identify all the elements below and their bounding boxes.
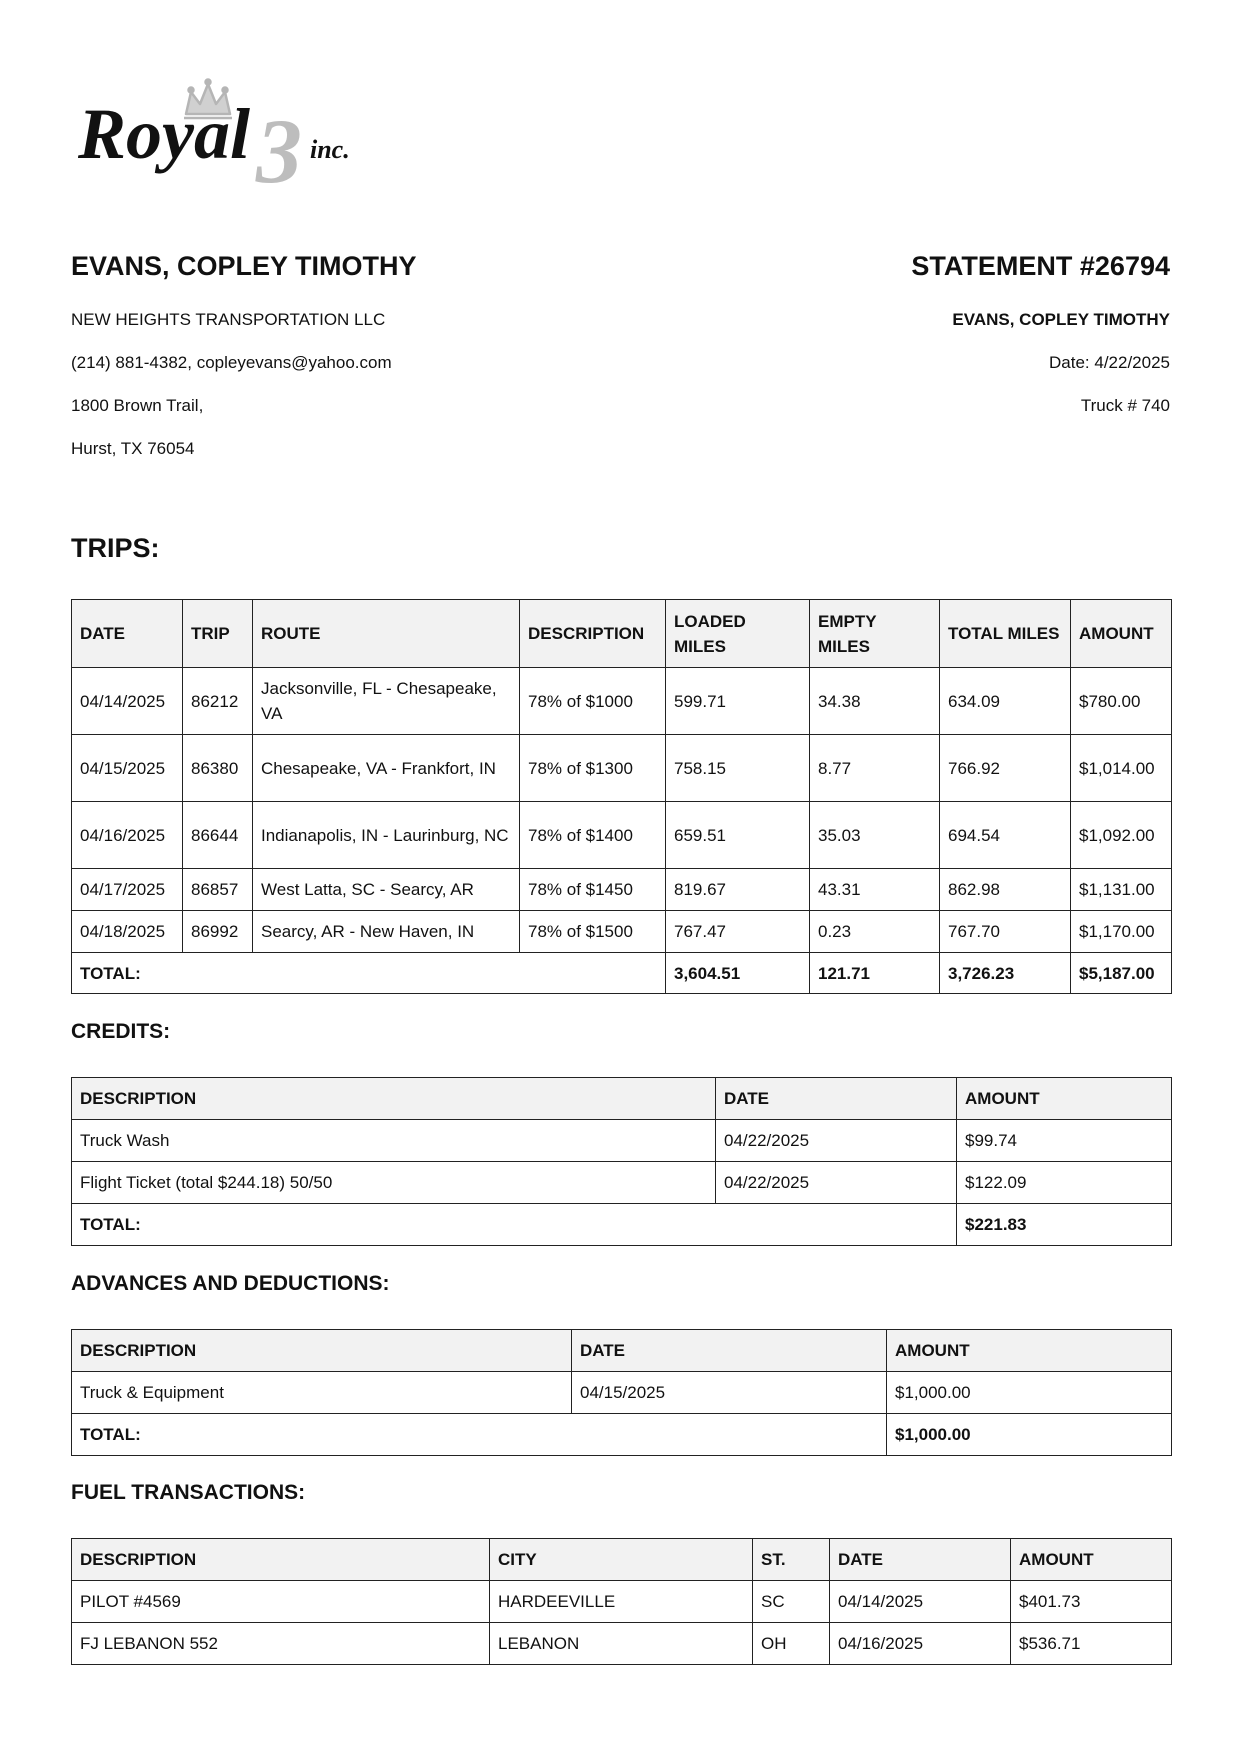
column-header-amount: AMOUNT — [957, 1078, 1172, 1120]
trips-table — [71, 599, 1172, 994]
statement-truck: Truck # 740 — [1080, 396, 1170, 415]
total-amount: $5,187.00 — [1071, 953, 1172, 994]
advances-table — [71, 1329, 1172, 1456]
table-row — [72, 911, 1172, 953]
trip-total-miles: 766.92 — [940, 735, 1071, 802]
credit-amount: $122.09 — [957, 1162, 1172, 1204]
advance-description: Truck & Equipment — [72, 1372, 572, 1414]
advance-amount: $1,000.00 — [887, 1372, 1172, 1414]
trip-loaded-miles: 758.15 — [666, 735, 810, 802]
table-row — [72, 1372, 1172, 1414]
trip-total-miles: 767.70 — [940, 911, 1071, 953]
logo-graphic — [78, 78, 388, 188]
trip-route: Jacksonville, FL - Chesapeake, VA — [253, 668, 520, 735]
trip-empty-miles: 34.38 — [810, 668, 940, 735]
trip-date: 04/14/2025 — [72, 668, 183, 735]
trip-description: 78% of $1000 — [520, 668, 666, 735]
statement-date: Date: 4/22/2025 — [1049, 353, 1170, 372]
total-label: TOTAL: — [72, 953, 666, 994]
fuel-description: PILOT #4569 — [72, 1581, 490, 1623]
trip-amount: $1,170.00 — [1071, 911, 1172, 953]
total-label: TOTAL: — [72, 1414, 887, 1456]
table-row — [72, 735, 1172, 802]
trip-loaded-miles: 599.71 — [666, 668, 810, 735]
trip-loaded-miles: 819.67 — [666, 869, 810, 911]
column-header-date: DATE — [72, 600, 183, 668]
trip-number: 86380 — [183, 735, 253, 802]
table-row — [72, 869, 1172, 911]
total-empty-miles: 121.71 — [810, 953, 940, 994]
trip-description: 78% of $1450 — [520, 869, 666, 911]
total-label: TOTAL: — [72, 1204, 957, 1246]
credit-date: 04/22/2025 — [716, 1162, 957, 1204]
total-amount: $1,000.00 — [887, 1414, 1172, 1456]
fuel-city: HARDEEVILLE — [490, 1581, 753, 1623]
company-logo — [78, 78, 388, 188]
trip-route: Chesapeake, VA - Frankfort, IN — [253, 735, 520, 802]
column-header-amount: AMOUNT — [1071, 600, 1172, 668]
trip-number: 86857 — [183, 869, 253, 911]
credits-total-row — [72, 1204, 1172, 1246]
driver-contact: (214) 881-4382, copleyevans@yahoo.com — [71, 353, 392, 372]
statement-name: EVANS, COPLEY TIMOTHY — [952, 310, 1170, 329]
fuel-description: FJ LEBANON 552 — [72, 1623, 490, 1665]
column-header-date: DATE — [830, 1539, 1011, 1581]
logo-numeral: 3 — [256, 100, 302, 188]
column-header-description: DESCRIPTION — [72, 1078, 716, 1120]
credits-table — [71, 1077, 1172, 1246]
trip-number: 86212 — [183, 668, 253, 735]
column-header-date: DATE — [572, 1330, 887, 1372]
trip-route: West Latta, SC - Searcy, AR — [253, 869, 520, 911]
table-row — [72, 1623, 1172, 1665]
advances-total-row — [72, 1414, 1172, 1456]
logo-wordmark: Royal — [78, 94, 250, 174]
trip-loaded-miles: 767.47 — [666, 911, 810, 953]
trip-empty-miles: 43.31 — [810, 869, 940, 911]
trip-number: 86644 — [183, 802, 253, 869]
trip-amount: $1,131.00 — [1071, 869, 1172, 911]
table-row — [72, 1162, 1172, 1204]
column-header-amount: AMOUNT — [887, 1330, 1172, 1372]
credits-heading: CREDITS: — [71, 1020, 171, 1043]
advances-heading: ADVANCES AND DEDUCTIONS: — [71, 1272, 390, 1295]
trip-empty-miles: 35.03 — [810, 802, 940, 869]
credit-description: Truck Wash — [72, 1120, 716, 1162]
trip-amount: $1,092.00 — [1071, 802, 1172, 869]
trip-empty-miles: 0.23 — [810, 911, 940, 953]
column-header-loaded-miles: LOADED MILES — [666, 600, 810, 668]
table-row — [72, 1581, 1172, 1623]
table-header-row — [72, 1330, 1172, 1372]
logo-suffix: inc. — [310, 135, 350, 164]
advance-date: 04/15/2025 — [572, 1372, 887, 1414]
table-row — [72, 1120, 1172, 1162]
fuel-state: SC — [753, 1581, 830, 1623]
table-header-row — [72, 600, 1172, 668]
fuel-state: OH — [753, 1623, 830, 1665]
column-header-state: ST. — [753, 1539, 830, 1581]
trip-total-miles: 694.54 — [940, 802, 1071, 869]
trip-date: 04/16/2025 — [72, 802, 183, 869]
trip-date: 04/18/2025 — [72, 911, 183, 953]
trips-total-row — [72, 953, 1172, 994]
trip-route: Indianapolis, IN - Laurinburg, NC — [253, 802, 520, 869]
table-header-row — [72, 1078, 1172, 1120]
fuel-date: 04/14/2025 — [830, 1581, 1011, 1623]
statement-title: STATEMENT #26794 — [911, 251, 1170, 281]
statement-info — [610, 250, 1170, 439]
trip-date: 04/17/2025 — [72, 869, 183, 911]
fuel-amount: $401.73 — [1011, 1581, 1172, 1623]
table-header-row — [72, 1539, 1172, 1581]
credit-description: Flight Ticket (total $244.18) 50/50 — [72, 1162, 716, 1204]
trip-amount: $1,014.00 — [1071, 735, 1172, 802]
table-row — [72, 668, 1172, 735]
fuel-heading: FUEL TRANSACTIONS: — [71, 1481, 306, 1504]
table-row — [72, 802, 1172, 869]
trip-amount: $780.00 — [1071, 668, 1172, 735]
fuel-table — [71, 1538, 1172, 1665]
column-header-trip: TRIP — [183, 600, 253, 668]
column-header-description: DESCRIPTION — [72, 1539, 490, 1581]
total-total-miles: 3,726.23 — [940, 953, 1071, 994]
trip-description: 78% of $1400 — [520, 802, 666, 869]
trips-heading: TRIPS: — [71, 533, 160, 563]
driver-info — [71, 250, 631, 482]
column-header-description: DESCRIPTION — [520, 600, 666, 668]
total-loaded-miles: 3,604.51 — [666, 953, 810, 994]
credit-amount: $99.74 — [957, 1120, 1172, 1162]
driver-address-line1: 1800 Brown Trail, — [71, 396, 204, 415]
column-header-total-miles: TOTAL MILES — [940, 600, 1071, 668]
driver-name: EVANS, COPLEY TIMOTHY — [71, 251, 417, 281]
column-header-empty-miles: EMPTY MILES — [810, 600, 940, 668]
column-header-route: ROUTE — [253, 600, 520, 668]
trip-route: Searcy, AR - New Haven, IN — [253, 911, 520, 953]
trip-description: 78% of $1300 — [520, 735, 666, 802]
column-header-date: DATE — [716, 1078, 957, 1120]
credit-date: 04/22/2025 — [716, 1120, 957, 1162]
fuel-city: LEBANON — [490, 1623, 753, 1665]
total-amount: $221.83 — [957, 1204, 1172, 1246]
trip-number: 86992 — [183, 911, 253, 953]
column-header-city: CITY — [490, 1539, 753, 1581]
trip-loaded-miles: 659.51 — [666, 802, 810, 869]
trip-total-miles: 634.09 — [940, 668, 1071, 735]
column-header-amount: AMOUNT — [1011, 1539, 1172, 1581]
driver-address-line2: Hurst, TX 76054 — [71, 439, 195, 458]
fuel-amount: $536.71 — [1011, 1623, 1172, 1665]
fuel-date: 04/16/2025 — [830, 1623, 1011, 1665]
trip-total-miles: 862.98 — [940, 869, 1071, 911]
trip-description: 78% of $1500 — [520, 911, 666, 953]
column-header-description: DESCRIPTION — [72, 1330, 572, 1372]
driver-company: NEW HEIGHTS TRANSPORTATION LLC — [71, 310, 386, 329]
trip-empty-miles: 8.77 — [810, 735, 940, 802]
trip-date: 04/15/2025 — [72, 735, 183, 802]
